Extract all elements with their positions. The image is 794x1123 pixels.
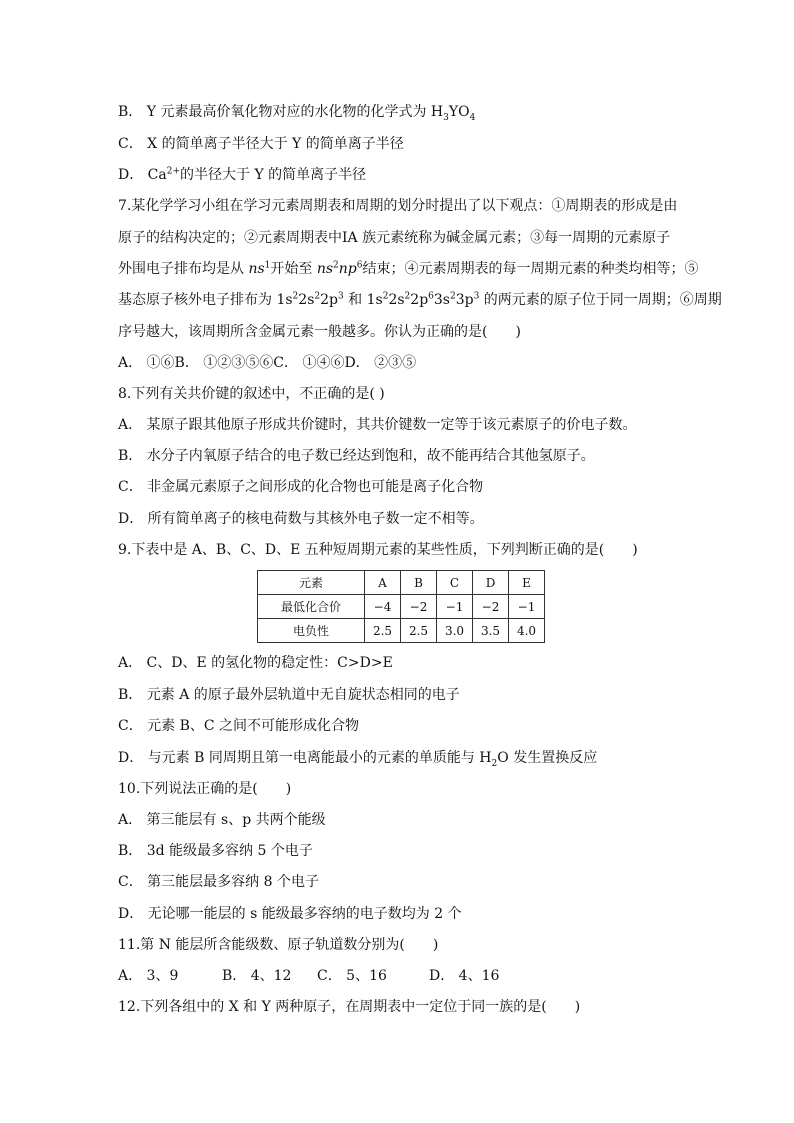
q9-stem: 9.下表中是 A、B、C、D、E 五种短周期元素的某些性质，下列判断正确的是( )	[118, 542, 638, 558]
q8-option-d: D． 所有简单离子的核电荷数与其核外电子数一定不相等。	[118, 511, 484, 527]
table-cell: 元素	[258, 571, 365, 595]
q11-stem: 11.第 N 能层所含能级数、原子轨道数分别为( )	[118, 937, 439, 953]
table-cell: 3.5	[473, 619, 509, 643]
table-cell: E	[509, 571, 545, 595]
q11-option-c: C． 5、16	[317, 968, 387, 984]
q6-option-c: C． X 的简单离子半径大于 Y 的简单离子半径	[118, 136, 404, 152]
q11-option-a: A． 3、9	[118, 968, 179, 984]
q7-stem-line-2: 原子的结构决定的；②元素周期表中ⅠA 族元素统称为碱金属元素；③每一周期的元素原子	[118, 230, 671, 246]
q12-stem: 12.下列各组中的 X 和 Y 两种原子，在周期表中一定位于同一族的是( )	[118, 999, 581, 1015]
table-cell: −2	[401, 595, 437, 619]
table-cell: −1	[437, 595, 473, 619]
q7-stem-line-1: 7.某化学学习小组在学习元素周期表和周期的划分时提出了以下观点：①周期表的形成是由	[118, 198, 678, 214]
q7-stem-line-5: 序号越大，该周期所含金属元素一般越多。你认为正确的是( )	[118, 324, 521, 340]
q9-option-d: D． 与元素 B 同周期且第一电离能最小的元素的单质能与 $H_2O$ 发生置换反应	[118, 750, 598, 769]
q8-option-b: B． 水分子内氧原子结合的电子数已经达到饱和，故不能再结合其他氢原子。	[118, 448, 595, 464]
table-cell: 4.0	[509, 619, 545, 643]
table-cell: 2.5	[365, 619, 401, 643]
table-cell: 2.5	[401, 619, 437, 643]
q10-option-c: C． 第三能层最多容纳 8 个电子	[118, 874, 319, 890]
table-cell: 3.0	[437, 619, 473, 643]
q8-option-a: A． 某原子跟其他原子形成共价键时，其共价键数一定等于该元素原子的价电子数。	[118, 417, 637, 433]
table-cell: 电负性	[258, 619, 365, 643]
table-cell: B	[401, 571, 437, 595]
q11-option-b: B． 4、12	[222, 968, 292, 984]
q11-option-d: D． 4、16	[429, 968, 500, 984]
q11-options	[118, 966, 499, 986]
table-cell: D	[473, 571, 509, 595]
q7-stem-line-4: 基态原子核外电子排布为 $1s^22s^22p^3$ 和 $1s^22s^22p^63s^23p^3$ 的两元素的原子位于同一周期；⑥周期	[118, 291, 722, 308]
table-cell: 最低化合价	[258, 595, 365, 619]
table-cell: −1	[509, 595, 545, 619]
q9-option-b: B． 元素 A 的原子最外层轨道中无自旋状态相同的电子	[118, 687, 460, 703]
q9-option-a: A． C、D、E 的氢化物的稳定性：C>D>E	[118, 655, 393, 671]
table-row	[258, 595, 545, 619]
table-cell: −2	[473, 595, 509, 619]
q10-option-b: B． 3d 能级最多容纳 5 个电子	[118, 843, 313, 859]
q6-option-d: D． $Ca^{2+}$的半径大于 Y 的简单离子半径	[118, 166, 367, 183]
q10-option-d: D． 无论哪一能层的 s 能级最多容纳的电子数均为 2 个	[118, 906, 462, 922]
q10-stem: 10.下列说法正确的是( )	[118, 781, 292, 797]
q6-option-b: B． Y 元素最高价氧化物对应的水化物的化学式为 $H_3YO_4$	[118, 104, 476, 123]
table-header-row	[258, 571, 545, 595]
q7-stem-line-3: 外围电子排布均是从 $ns^1$开始至 $ns^2np^6$结束；④元素周期表的每一周期元素的种类均相等；⑤	[118, 260, 699, 277]
q8-stem: 8.下列有关共价键的叙述中，不正确的是( )	[118, 386, 385, 402]
q8-option-c: C． 非金属元素原子之间形成的化合物也可能是离子化合物	[118, 479, 484, 495]
q10-option-a: A． 第三能层有 s、p 共两个能级	[118, 812, 326, 828]
q9-option-c: C． 元素 B、C 之间不可能形成化合物	[118, 718, 360, 734]
element-properties-table	[257, 570, 545, 643]
table-row	[258, 619, 545, 643]
table-cell: A	[365, 571, 401, 595]
table-cell: −4	[365, 595, 401, 619]
table-cell: C	[437, 571, 473, 595]
q7-options: A． ①⑥B． ①②③⑤⑥C． ①④⑥D． ②③⑤	[118, 355, 417, 371]
